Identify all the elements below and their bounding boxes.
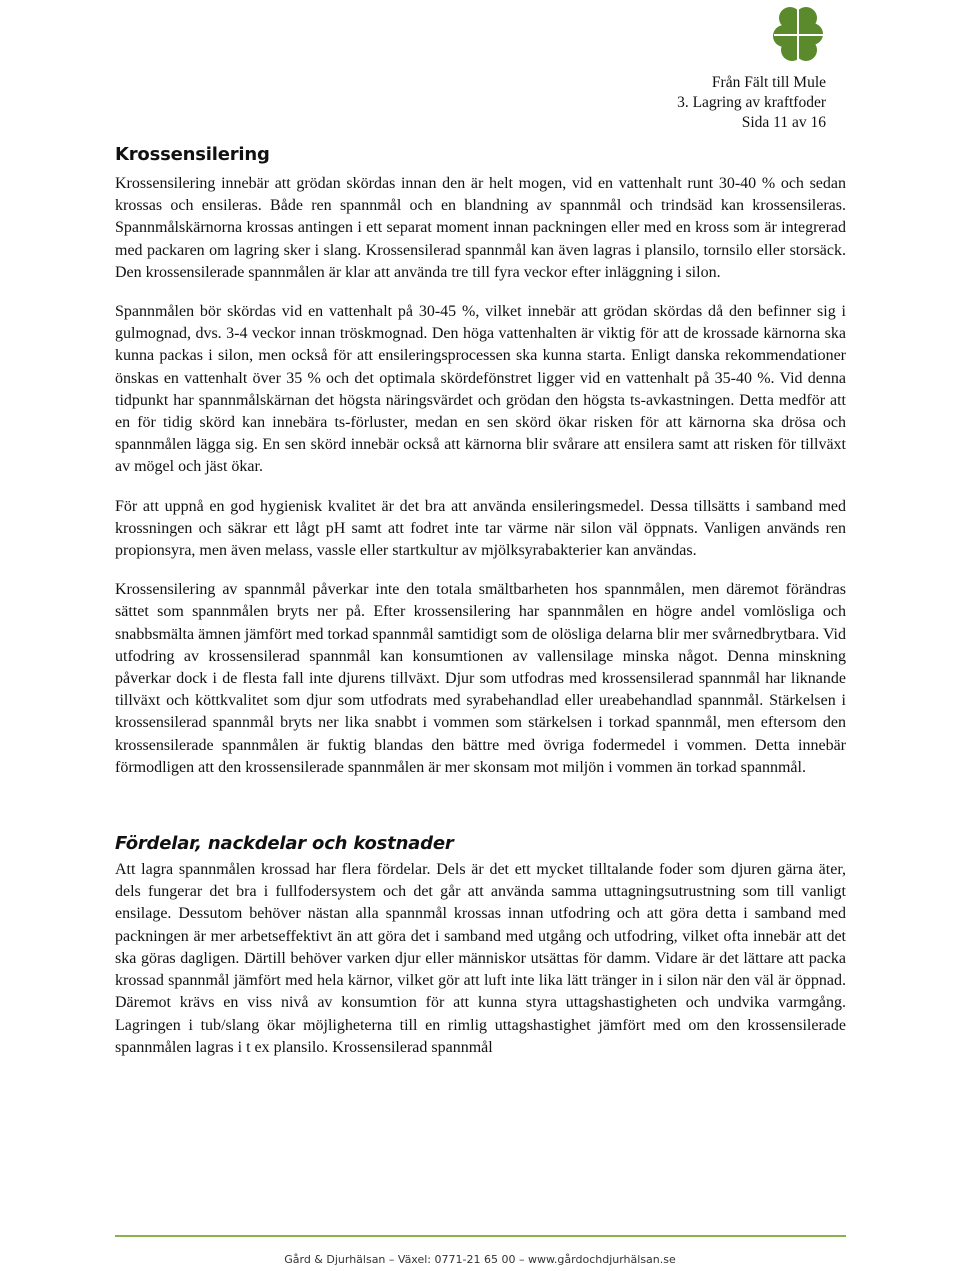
section-title-krossensilering: Krossensilering [115,144,270,165]
body-paragraph: Krossensilering av spannmål påverkar inte den totala smältbarheten hos spannmålen, men däremot förändras sättet som spannmålen bryts ner på. Efter krossensilering har spannmålen en högre andel vomlösliga och snabbsmälta ämnen jämfört med torkad spannmål samtidigt som de olösliga delarna blir mer svårnedbrytbara. Vid utfodring av krossensilerad spannmål kan konsumtionen av vallensilage minska något. Denna minskning påverkar dock i de flesta fall inte djurens tillväxt. Djur som utfodras med krossensilerad spannmål har liknande tillväxt och köttkvalitet som djur som utfodrats med syrabehandlad eller ureabehandlad spannmål. Stärkelsen i krossensilerad spannmål bryts ner lika snabbt i vommen som stärkelsen i torkad spannmål, men eftersom den krossensilerade spannmålen är fuktig blandas den bättre med övriga fodermedel i vommen. Detta innebär förmodligen att den krossensilerade spannmålen är mer skonsam mot miljön i vommen än torkad spannmål. [115,581,846,776]
body-paragraph: Krossensilering innebär att grödan skördas innan den är helt mogen, vid en vattenhalt runt 30-40 % och sedan krossas och ensileras. Både ren spannmål och en blandning av spannmål och trindsäd kan krossensileras. Spannmålskärnorna krossas antingen i ett separat moment innan packningen eller med en kross som är integrerad med packaren om lagring sker i slang. Krossensilerad spannmål kan även lagras i plansilo, tornsilo eller storsäck. Den krossensilerade spannmålen är klar att använda tre till fyra veckor efter inläggning i silon. [115,175,846,281]
header-page-number: Sida 11 av 16 [741,114,826,131]
four-leaf-clover-icon [762,0,834,72]
section-title-fordelar: Fördelar, nackdelar och kostnader [115,833,454,855]
document-body [115,140,846,1059]
footer-contact: Gård & Djurhälsan – Växel: 0771-21 65 00 – www.gårdochdjurhälsan.se [284,1253,676,1266]
body-paragraph: Att lagra spannmålen krossad har flera fördelar. Dels är det ett mycket tilltalande foder som djuren gärna äter, dels fungerar det bra i fullfodersystem och det går att använda samma uttagningsutrustning som till vanligt ensilage. Dessutom behöver nästan alla spannmål krossas innan utfodring och att göra detta i samband med packningen är mer arbetseffektivt än att göra det i samband med utgång och utfodring, vilket ofta innebär att det ska göras dagligen. Därtill behöver varken djur eller människor utsättas för damm. Vidare är det lättare att packa krossad spannmål jämfört med hela kärnor, vilket gör att luft inte lika lätt tränger in i silon när den väl är öppnad. Däremot krävs en viss nivå av konsumtion för att kunna styra uttagshastigheten och undvika varmgång. Lagringen i tub/slang ökar möjligheterna till en rimlig uttagshastighet jämfört med om den krossensilerade spannmålen lagras i t ex plansilo. Krossensilerad spannmål [115,861,846,1056]
document-header [677,73,826,133]
body-paragraph: För att uppnå en god hygienisk kvalitet är det bra att använda ensileringsmedel. Dessa tillsätts i samband med krossningen och säkrar ett lågt pH samt att fodret inte tar värme när silon väl öppnats. Vanligen används ren propionsyra, men även melass, vassle eller startkultur av mjölksyrabakterier kan användas. [115,497,846,560]
header-chapter: 3. Lagring av kraftfoder [677,94,826,111]
body-paragraph: Spannmålen bör skördas vid en vattenhalt på 30-45 %, vilket innebär att grödan skördas då den befinner sig i gulmognad, dvs. 3-4 veckor innan tröskmognad. Den höga vattenhalten är viktig för att de krossade kärnorna ska kunna packas i silon, men också för att ensileringsprocessen ska kunna starta. Enligt danska rekommendationer önskas en vattenhalt över 35 % och det optimala skördefönstret ligger vid en vattenhalt på 35-40 %. Vid denna tidpunkt har spannmålskärnan det högsta näringsvärdet och grödan den högsta ts-avkastningen. Detta medför att en för tidig skörd kan innebära ts-förluster, medan en sen skörd ökar risken för att kärnorna ska drösa och spannmålen lägga sig. En sen skörd innebär också att kärnorna blir svårare att ensilera samt att risken för tillväxt av mögel och jäst ökar. [115,303,846,476]
footer-rule [115,1235,846,1237]
header-document-title: Från Fält till Mule [711,74,826,91]
